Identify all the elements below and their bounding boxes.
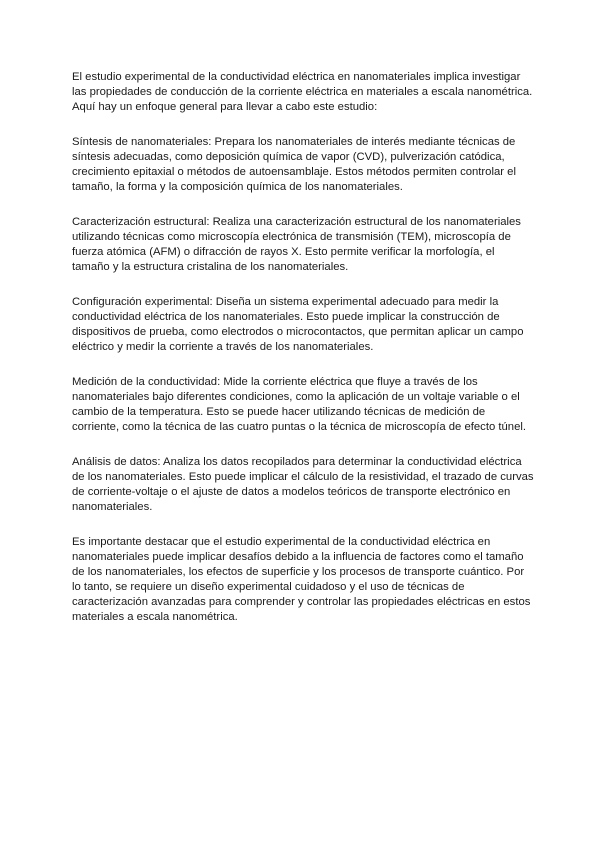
conclusion-paragraph: Es importante destacar que el estudio experimental de la conductividad eléctrica en nanomateriales puede implicar desafíos debido a la influencia de factores como el tamaño de los nanomateriales, los efectos de superficie y los procesos de transporte cuántico. Por lo tanto, se requiere un diseño experimental cuidadoso y el uso de técnicas de caracterización avanzadas para comprender y controlar las propiedades eléctricas en estos materiales a escala nanométrica. [72, 536, 531, 623]
data-analysis-paragraph: Análisis de datos: Analiza los datos recopilados para determinar la conductividad eléctrica de los nanomateriales. Esto puede implicar el cálculo de la resistividad, el trazado de curvas de corriente-voltaje o el ajuste de datos a modelos teóricos de transporte electrónico en nanomateriales. [72, 456, 534, 513]
intro-paragraph: El estudio experimental de la conductividad eléctrica en nanomateriales implica investigar las propiedades de conducción de la corriente eléctrica en materiales a escala nanométrica. Aquí hay un enfoque general para llevar a cabo este estudio: [72, 71, 533, 113]
structural-characterization-paragraph: Caracterización estructural: Realiza una caracterización estructural de los nanomateriales utilizando técnicas como microscopía electrónica de transmisión (TEM), microscopía de fuerza atómica (AFM) o difracción de rayos X. Esto permite verificar la morfología, el tamaño y la estructura cristalina de los nanomateriales. [72, 216, 521, 273]
synthesis-paragraph: Síntesis de nanomateriales: Prepara los nanomateriales de interés mediante técnicas de síntesis adecuadas, como deposición química de vapor (CVD), pulverización catódica, crecimiento epitaxial o métodos de autoensamblaje. Estos métodos permiten controlar el tamaño, la forma y la composición química de los nanomateriales. [72, 136, 516, 193]
experimental-setup-paragraph: Configuración experimental: Diseña un sistema experimental adecuado para medir la conductividad eléctrica de los nanomateriales. Esto puede implicar la construcción de dispositivos de prueba, como electrodos o microcontactos, que permitan aplicar un campo eléctrico y medir la corriente a través de los nanomateriales. [72, 296, 524, 353]
document-page [72, 70, 534, 645]
conductivity-measurement-paragraph: Medición de la conductividad: Mide la corriente eléctrica que fluye a través de los nanomateriales bajo diferentes condiciones, como la aplicación de un voltaje variable o el cambio de la temperatura. Esto se puede hacer utilizando técnicas de medición de corriente, como la técnica de las cuatro puntas o la técnica de microscopía de efecto túnel. [72, 376, 527, 433]
